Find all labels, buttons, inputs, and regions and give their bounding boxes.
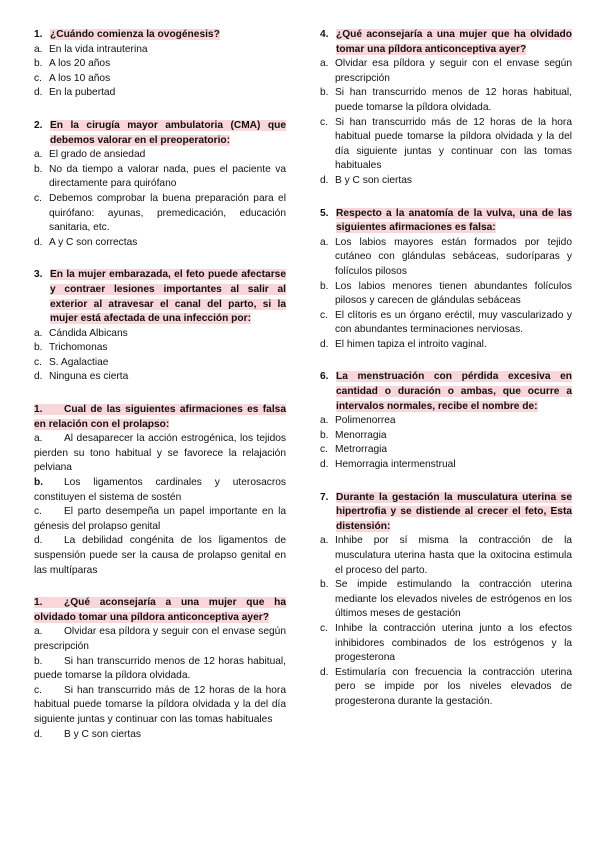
option-b: b. Los labios menores tienen abundantes folículos pilosos y carecen de glándulas sebáceas — [320, 280, 572, 307]
option-a: a. Los labios mayores están formados por tejido cutáneo con glándulas sebáceas, sudoríparas y folículos pilosos — [320, 236, 572, 277]
option-b: b. Se impide estimulando la contracción uterina mediante los elevados niveles de estrógenos en los últimos meses de gestación — [320, 579, 572, 620]
option-c: c. Si han transcurrido más de 12 horas de la hora habitual puede tomarse la píldora olvidada y la del día siguiente juntas y continuar con las tomas habituales — [320, 116, 572, 172]
option-d: d. Estimularía con frecuencia la contracción uterina pero se impide por los niveles elevados de progesterona durante la gestación. — [320, 666, 572, 707]
option-a: a. El grado de ansiedad — [34, 149, 146, 161]
question-text: Durante la gestación la musculatura uterina se hipertrofia y se distiende al crecer el feto, Esta distensión: — [336, 491, 572, 532]
option-b: b. Los ligamentos cardinales y uterosacros constituyen el sistema de sostén — [34, 477, 286, 503]
question-text: ¿Cuándo comienza la ovogénesis? — [50, 29, 220, 40]
question-text: La menstruación con pérdida excesiva en cantidad o duración o ambas, que ocurre a intervalos normales, recibe el nombre de: — [336, 371, 572, 412]
question-5 — [320, 207, 572, 353]
question-1 — [34, 28, 286, 101]
option-c: c. A los 10 años — [34, 72, 111, 84]
option-c: c. El clítoris es un órgano eréctil, muy vascularizado y con abundantes terminaciones nerviosas. — [320, 309, 572, 336]
option-d: d. B y C son ciertas — [320, 174, 412, 186]
question-4 — [320, 28, 572, 189]
question-title: 7. Durante la gestación la musculatura uterina se hipertrofia y se distiende al crecer el feto, Esta distensión: — [320, 491, 572, 532]
question-text: ¿Qué aconsejaría a una mujer que ha olvidado tomar una píldora anticonceptiva ayer? — [336, 29, 572, 55]
option-a: a. Olvidar esa píldora y seguir con el envase según prescripción — [320, 58, 572, 84]
option-b: b. Menorragia — [320, 429, 387, 441]
option-a: a. Inhibe por sí misma la contracción de la musculatura uterina hasta que la oxitocina estimula el proceso del parto. — [320, 535, 572, 576]
question-2 — [34, 119, 286, 250]
question-3 — [34, 268, 286, 385]
option-b: b. No da tiempo a valorar nada, pues el paciente va directamente para quirófano — [34, 163, 286, 190]
option-d: d. El himen tapiza el introito vaginal. — [320, 338, 487, 350]
option-a: a. En la vida intrauterina — [34, 43, 148, 55]
question-title: 3. En la mujer embarazada, el feto puede afectarse y contraer lesiones importantes al salir al exterior al atravesar el canal del parto, si la mujer está afectada de una infección por: — [34, 269, 286, 325]
question-prolapso — [34, 403, 286, 578]
question-text: Cual de las siguientes afirmaciones es falsa en relación con el prolapso: — [34, 404, 286, 430]
question-title: 5. Respecto a la anatomía de la vulva, una de las siguientes afirmaciones es falsa: — [320, 207, 572, 234]
option-c: c. S. Agalactiae — [34, 356, 109, 368]
option-b: b. Si han transcurrido menos de 12 horas habitual, puede tomarse la píldora olvidada. — [34, 655, 286, 682]
question-title: 2. En la cirugía mayor ambulatoria (CMA) que debemos valorar en el preoperatorio: — [34, 119, 286, 146]
option-a: a. Olvidar esa píldora y seguir con el envase según prescripción — [34, 626, 286, 652]
option-c: c. Debemos comprobar la buena preparación para el quirófano: ayunas, premedicación, educación sanitaria, etc. — [34, 192, 286, 234]
question-text: Respecto a la anatomía de la vulva, una de las siguientes afirmaciones es falsa: — [336, 207, 572, 234]
option-d: d. La debilidad congénita de los ligamentos de suspensión puede ser la causa de prolapso genital en las multíparas — [34, 535, 286, 576]
option-a: a. Cándida Albicans — [34, 327, 128, 339]
question-title: 1. ¿Qué aconsejaría a una mujer que ha olvidado tomar una píldora anticonceptiva ayer? — [34, 597, 286, 623]
question-title: 6. La menstruación con pérdida excesiva en cantidad o duración o ambas, que ocurre a intervalos normales, recibe el nombre de: — [320, 371, 572, 412]
question-pildora — [34, 596, 286, 742]
question-7 — [320, 491, 572, 710]
question-title: 1. ¿Cuándo comienza la ovogénesis? — [34, 29, 220, 40]
option-d: d. En la pubertad — [34, 87, 116, 99]
option-c: c. Si han transcurrido más de 12 horas de la hora habitual puede tomarse la píldora olvidada y la del día siguiente juntas y continuar con las tomas habituales — [34, 684, 286, 725]
option-c: c. El parto desempeña un papel importante en la génesis del prolapso genital — [34, 506, 286, 532]
option-a: a. Polimenorrea — [320, 415, 396, 427]
question-text: ¿Qué aconsejaría a una mujer que ha olvidado tomar una píldora anticonceptiva ayer? — [34, 597, 286, 623]
option-d: d. Ninguna es cierta — [34, 371, 129, 383]
option-a: a. Al desaparecer la acción estrogénica, los tejidos pierden su tono habitual y se favorece la relajación pelviana — [34, 433, 286, 474]
question-text: En la cirugía mayor ambulatoria (CMA) que debemos valorar en el preoperatorio: — [50, 119, 286, 146]
option-b: b. Si han transcurrido menos de 12 horas habitual, puede tomarse la píldora olvidada. — [320, 87, 572, 113]
option-b: b. Trichomonas — [34, 342, 108, 354]
option-d: d. B y C son ciertas — [34, 728, 141, 740]
option-c: c. Metrorragia — [320, 444, 388, 456]
question-text: En la mujer embarazada, el feto puede afectarse y contraer lesiones importantes al salir al exterior al atravesar el canal del parto, si la mujer está afectada de una infección por: — [50, 269, 286, 325]
question-title: 4. ¿Qué aconsejaría a una mujer que ha olvidado tomar una píldora anticonceptiva ayer? — [320, 29, 572, 55]
option-c: c. Inhibe la contracción uterina junto a los efectos inhibidores combinados de los estrógenos y la progesterona — [320, 622, 572, 664]
question-title: 1. Cual de las siguientes afirmaciones es falsa en relación con el prolapso: — [34, 404, 286, 430]
question-6 — [320, 370, 572, 472]
right-column — [320, 28, 572, 728]
option-d: d. A y C son correctas — [34, 236, 138, 248]
option-d: d. Hemorragia intermenstrual — [320, 459, 456, 471]
option-b: b. A los 20 años — [34, 58, 111, 70]
left-column — [34, 28, 286, 760]
